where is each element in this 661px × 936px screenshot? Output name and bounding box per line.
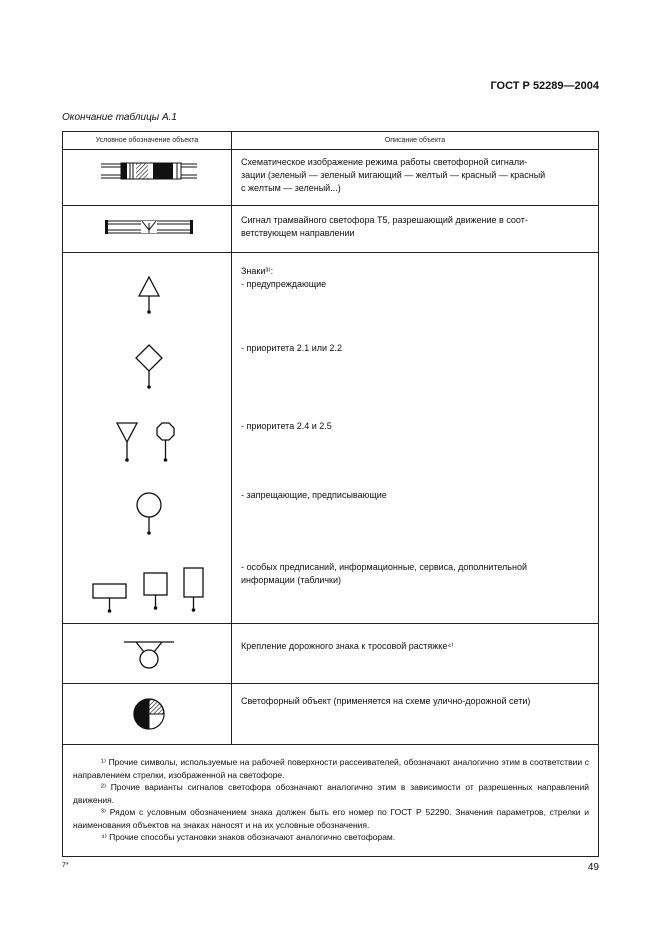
- priority-2-4-description: - приоритета 2.4 и 2.5: [241, 421, 332, 431]
- row-divider: [63, 623, 598, 624]
- standard-number: ГОСТ Р 52289—2004: [490, 80, 599, 92]
- column-divider: [231, 132, 232, 744]
- row-divider: [63, 744, 598, 745]
- column-header-description: Описание объекта: [384, 137, 446, 144]
- page-number: 49: [587, 862, 599, 873]
- row-divider: [63, 205, 598, 206]
- priority-triangle-octagon-icon: [115, 421, 183, 467]
- footnote-2: ²⁾ Прочие варианты сигналов светофора обозначают аналогично этим в зависимости от разрешенных направлений движения.: [73, 782, 589, 805]
- column-header-symbol: Условное обозначение объекта: [95, 137, 199, 144]
- row-divider: [63, 149, 598, 150]
- traffic-light-object-description: Светофорный объект (применяется на схеме улично-дорожной сети): [241, 696, 531, 706]
- footnotes: [73, 756, 589, 844]
- tram-signal-icon: [105, 218, 193, 236]
- footnote-3: ³⁾ Рядом с условным обозначением знака должен быть его номер по ГОСТ Р 52290. Значения параметров, стрелки и наименования объектов на знаках наносят и на их условные обозначения.: [73, 807, 589, 830]
- table-caption: Окончание таблицы А.1: [62, 112, 177, 123]
- priority-diamond-icon: [135, 344, 163, 392]
- prohibitory-circle-icon: [135, 492, 163, 540]
- special-signs-description: - особых предписаний, информационные, сервиса, дополнительной информации (таблички): [241, 562, 527, 585]
- warning-sign-icon: [137, 276, 161, 316]
- warning-signs-description: Знаки³⁾: - предупреждающие: [241, 266, 327, 289]
- row-1-description: Схематическое изображение режима работы светофорной сигнали- зации (зеленый — зеленый мигающий — желтый — красный — красный с желтым — зеленый...): [241, 157, 546, 193]
- cable-mount-icon: [124, 638, 174, 674]
- special-rectangles-icon: [91, 566, 207, 616]
- row-2-description: Сигнал трамвайного светофора Т5, разрешающий движение в соот- ветствующем направлении: [241, 215, 528, 238]
- prohibitory-description: - запрещающие, предписывающие: [241, 490, 387, 500]
- row-divider: [63, 683, 598, 684]
- traffic-light-object-icon: [132, 697, 166, 731]
- sheet-mark: 7*: [62, 862, 69, 869]
- row-divider: [63, 252, 598, 253]
- symbols-table: [62, 131, 599, 857]
- cable-mount-description: Крепление дорожного знака к тросовой растяжке⁴⁾: [241, 641, 454, 651]
- signal-mode-icon: [101, 161, 197, 181]
- footnote-1: ¹⁾ Прочие символы, используемые на рабочей поверхности рассеивателей, обозначают аналогично этим в соответствии с направлением стрелки, изображенной на светофоре.: [73, 757, 589, 780]
- footnote-4: ⁴⁾ Прочие способы установки знаков обозначают аналогично светофорам.: [101, 832, 396, 842]
- priority-2-1-description: - приоритета 2.1 или 2.2: [241, 343, 343, 353]
